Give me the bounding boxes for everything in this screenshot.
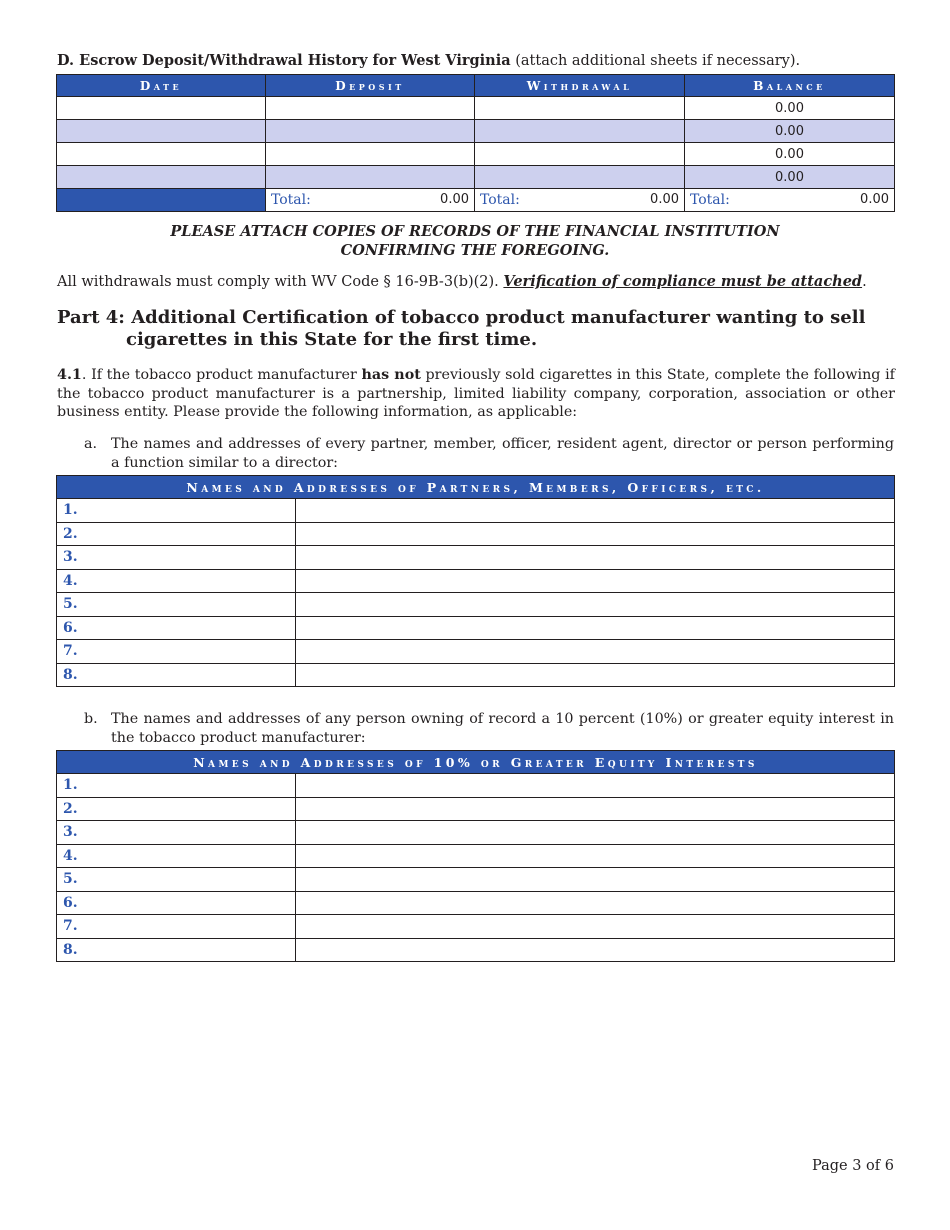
table-row: [57, 891, 895, 915]
deposit-field[interactable]: [266, 120, 475, 143]
totals-row: [57, 189, 895, 212]
address-field[interactable]: [296, 844, 895, 868]
address-field[interactable]: [296, 569, 895, 593]
section-d-title: D. Escrow Deposit/Withdrawal History for West Virginia: [57, 52, 511, 69]
address-field[interactable]: [296, 938, 895, 962]
table-row: [57, 499, 895, 523]
attach-notice-line1: PLEASE ATTACH COPIES OF RECORDS OF THE FINANCIAL INSTITUTION: [170, 223, 780, 240]
date-field[interactable]: [57, 97, 266, 120]
table-row: [57, 616, 895, 640]
header-date: Date: [57, 75, 266, 97]
address-field[interactable]: [296, 663, 895, 687]
address-field[interactable]: [296, 797, 895, 821]
total-label: Total:: [690, 192, 730, 208]
para-pre: . If the tobacco product manufacturer: [81, 367, 362, 383]
table-row: [57, 593, 895, 617]
attach-notice: [56, 222, 894, 260]
address-field[interactable]: [296, 546, 895, 570]
address-field[interactable]: [296, 868, 895, 892]
balance-value: 0.00: [685, 143, 895, 166]
header-balance: Balance: [685, 75, 895, 97]
para-post: previously sold cigarettes in this State, complete the following if the tobacco product manufacturer is a partnership, limited liability company, corporation, association or other business entity. Please provide the following information, as applicable:: [57, 367, 895, 420]
table-row: [57, 640, 895, 664]
row-number: 5.: [57, 868, 296, 892]
table-row: [57, 522, 895, 546]
address-field[interactable]: [296, 593, 895, 617]
total-label: Total:: [480, 192, 520, 208]
row-number: 5.: [57, 593, 296, 617]
deposit-field[interactable]: [266, 97, 475, 120]
withdrawal-field[interactable]: [475, 97, 685, 120]
item-b: [84, 710, 894, 747]
compliance-end: .: [862, 274, 867, 290]
address-field[interactable]: [296, 522, 895, 546]
withdrawal-field[interactable]: [475, 166, 685, 189]
section-number: 4.1: [57, 367, 82, 383]
address-field[interactable]: [296, 499, 895, 523]
row-number: 8.: [57, 938, 296, 962]
compliance-statement: [57, 273, 867, 290]
row-number: 6.: [57, 616, 296, 640]
table-row: [57, 797, 895, 821]
escrow-row: [57, 143, 895, 166]
row-number: 4.: [57, 569, 296, 593]
row-number: 2.: [57, 797, 296, 821]
para-bold: has not: [361, 367, 421, 383]
address-field[interactable]: [296, 640, 895, 664]
equity-table: [56, 750, 895, 962]
row-number: 4.: [57, 844, 296, 868]
table-row: [57, 938, 895, 962]
item-a: [84, 435, 894, 472]
address-field[interactable]: [296, 616, 895, 640]
deposit-total: [266, 189, 475, 212]
balance-total: [685, 189, 895, 212]
table-row: [57, 546, 895, 570]
equity-table-header: Names and Addresses of 10% or Greater Equity Interests: [57, 751, 895, 774]
part4-line1: Part 4: Additional Certification of tobacco product manufacturer wanting to sell: [57, 307, 866, 328]
deposit-field[interactable]: [266, 166, 475, 189]
escrow-row: [57, 120, 895, 143]
part4-line2: cigarettes in this State for the first time.: [126, 329, 538, 350]
total-value: 0.00: [440, 192, 469, 207]
address-field[interactable]: [296, 774, 895, 798]
partners-table-header: Names and Addresses of Partners, Members, Officers, etc.: [57, 476, 895, 499]
table-row: [57, 844, 895, 868]
row-number: 3.: [57, 821, 296, 845]
row-number: 6.: [57, 891, 296, 915]
part4-heading: [57, 307, 897, 351]
item-a-letter: a.: [84, 436, 98, 452]
header-deposit: Deposit: [266, 75, 475, 97]
date-field[interactable]: [57, 143, 266, 166]
deposit-field[interactable]: [266, 143, 475, 166]
totals-spacer: [57, 189, 266, 212]
row-number: 1.: [57, 499, 296, 523]
partners-table: [56, 475, 895, 687]
row-number: 7.: [57, 640, 296, 664]
row-number: 8.: [57, 663, 296, 687]
row-number: 1.: [57, 774, 296, 798]
withdrawal-field[interactable]: [475, 120, 685, 143]
address-field[interactable]: [296, 891, 895, 915]
table-row: [57, 915, 895, 939]
attach-notice-line2: CONFIRMING THE FOREGOING.: [340, 242, 610, 259]
row-number: 7.: [57, 915, 296, 939]
escrow-row: [57, 97, 895, 120]
table-row: [57, 569, 895, 593]
row-number: 3.: [57, 546, 296, 570]
item-b-text: The names and addresses of any person owning of record a 10 percent (10%) or greater equity interest in the tobacco product manufacturer:: [111, 711, 894, 746]
withdrawal-total: [475, 189, 685, 212]
total-value: 0.00: [650, 192, 679, 207]
total-label: Total:: [271, 192, 311, 208]
section-4-1-paragraph: [57, 366, 895, 422]
escrow-row: [57, 166, 895, 189]
table-row: [57, 663, 895, 687]
address-field[interactable]: [296, 821, 895, 845]
address-field[interactable]: [296, 915, 895, 939]
item-b-letter: b.: [84, 711, 98, 727]
balance-value: 0.00: [685, 120, 895, 143]
row-number: 2.: [57, 522, 296, 546]
total-value: 0.00: [860, 192, 889, 207]
date-field[interactable]: [57, 166, 266, 189]
balance-value: 0.00: [685, 97, 895, 120]
table-row: [57, 821, 895, 845]
date-field[interactable]: [57, 120, 266, 143]
item-a-text: The names and addresses of every partner, member, officer, resident agent, director or person performing a function similar to a director:: [111, 436, 894, 471]
escrow-history-table: [56, 74, 895, 212]
table-row: [57, 868, 895, 892]
balance-value: 0.00: [685, 166, 895, 189]
section-d-heading: [57, 52, 800, 69]
withdrawal-field[interactable]: [475, 143, 685, 166]
page-number: Page 3 of 6: [812, 1158, 894, 1174]
verification-note: Verification of compliance must be attached: [503, 273, 863, 290]
compliance-text: All withdrawals must comply with WV Code § 16-9B-3(b)(2).: [57, 274, 504, 290]
table-row: [57, 774, 895, 798]
header-withdrawal: Withdrawal: [475, 75, 685, 97]
section-d-note: (attach additional sheets if necessary).: [510, 53, 801, 69]
